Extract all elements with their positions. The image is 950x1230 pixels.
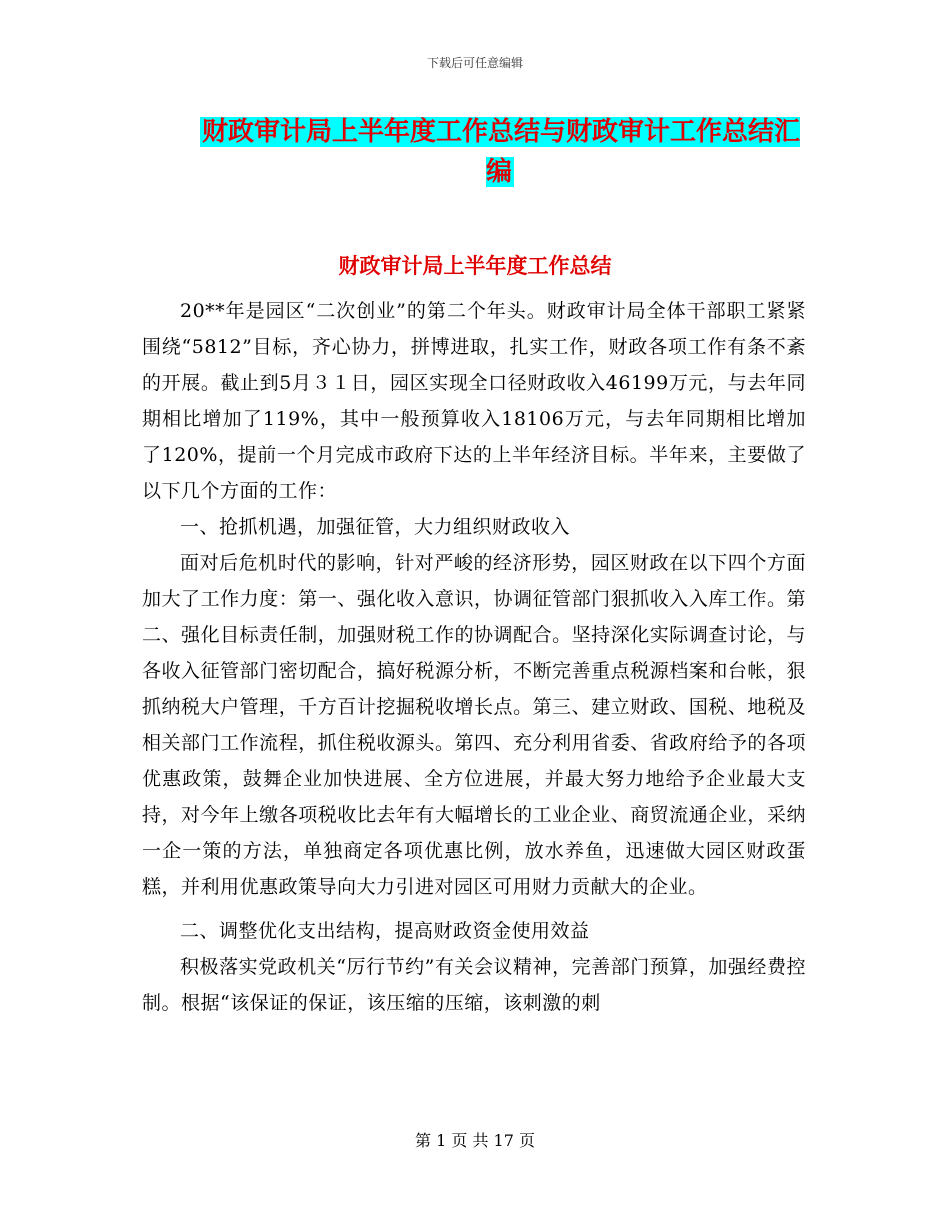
- header-note: 下载后可任意编辑: [426, 56, 523, 70]
- page-footer: 第 1 页 共 17 页: [415, 1131, 535, 1150]
- paragraph-one: 面对后危机时代的影响，针对严峻的经济形势，园区财政在以下四个方面加大了工作力度：第一、强化收入意识，协调征管部门狠抓收入入库工作。第二、强化目标责任制，加强财税工作的协调配合。坚持深化实际调查讨论，与各收入征管部门密切配合，搞好税源分析，不断完善重点税源档案和台帐，狠抓纳税大户管理，千方百计挖掘税收增长点。第三、建立财政、国税、地税及相关部门工作流程，抓住税收源头。第四、充分利用省委、省政府给予的各项优惠政策，鼓舞企业加快进展、全方位进展，并最大努力地给予企业最大支持，对今年上缴各项税收比去年有大幅增长的工业企业、商贸流通企业，采纳一企一策的方法，单独商定各项优惠比例，放水养鱼，迅速做大园区财政蛋糕，并利用优惠政策导向大力引进对园区可用财力贡献大的企业。: [142, 552, 806, 898]
- heading-one: 一、抢抓机遇，加强征管，大力组织财政收入: [180, 516, 571, 538]
- paragraph-two: 积极落实党政机关“厉行节约”有关会议精神，完善部门预算，加强经费控制。根据“该保证的保证，该压缩的压缩，该刺激的刺: [142, 956, 806, 1014]
- paragraph-intro: 20**年是园区“二次创业”的第二个年头。财政审计局全体干部职工紧紧围绕“5812”目标，齐心协力，拼博进取，扎实工作，财政各项工作有条不紊的开展。截止到5月３１日，园区实现全口径财政收入46199万元，与去年同期相比增加了119%，其中一般预算收入18106万元，与去年同期相比增加了120%，提前一个月完成市政府下达的上半年经济目标。半年来，主要做了以下几个方面的工作：: [142, 300, 806, 502]
- document-title: [190, 112, 810, 192]
- heading-two: 二、调整优化支出结构，提高财政资金使用效益: [180, 920, 590, 942]
- document-title-text: 财政审计局上半年度工作总结与财政审计工作总结汇编: [201, 117, 800, 187]
- body-text: [142, 293, 806, 1021]
- section-title: 财政审计局上半年度工作总结: [338, 254, 612, 278]
